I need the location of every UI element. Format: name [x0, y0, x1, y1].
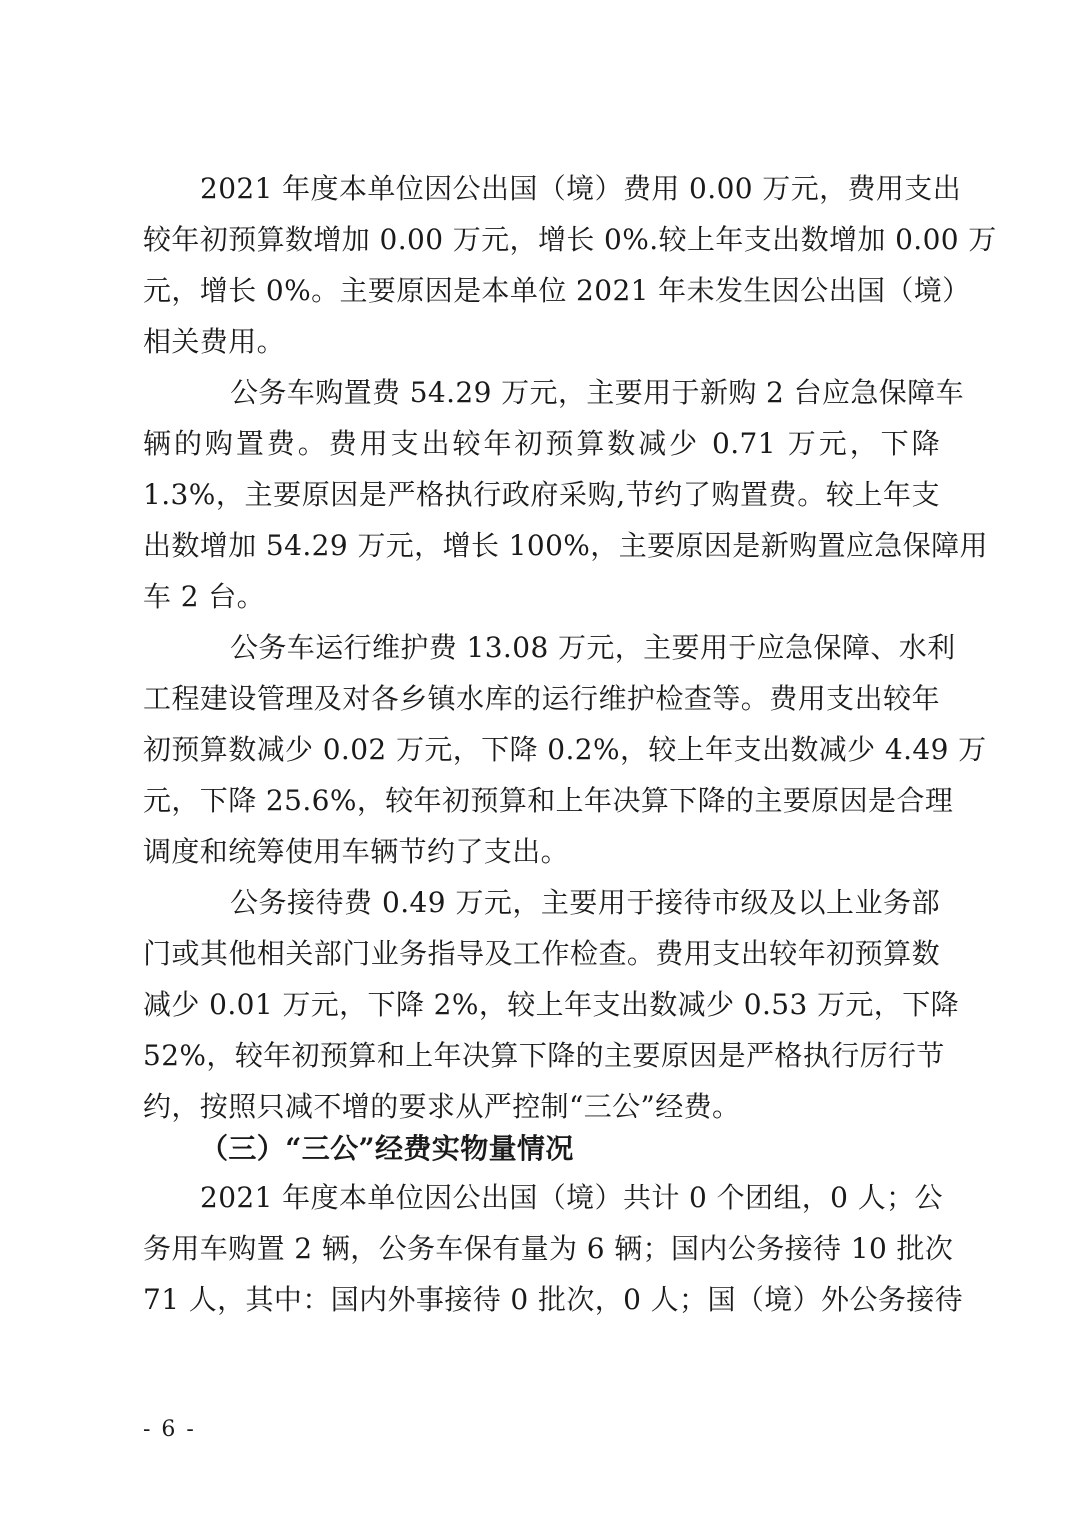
page-number: - 6 - [143, 1417, 196, 1442]
text-line: 2021 年度本单位因公出国（境）费用 0.00 万元，费用支出 [200, 172, 962, 205]
text-line: 调度和统筹使用车辆节约了支出。 [143, 835, 570, 868]
section-heading: （三）“三公”经费实物量情况 [200, 1132, 574, 1165]
text-line: 车 2 台。 [143, 580, 266, 613]
text-line: 2021 年度本单位因公出国（境）共计 0 个团组，0 人；公 [200, 1181, 943, 1214]
text-line: 门或其他相关部门业务指导及工作检查。费用支出较年初预算数 [143, 937, 940, 970]
text-line: 初预算数减少 0.02 万元，下降 0.2%，较上年支出数减少 4.49 万 [143, 733, 987, 766]
text-line: 元，增长 0%。主要原因是本单位 2021 年未发生因公出国（境） [143, 274, 971, 307]
text-line: 减少 0.01 万元，下降 2%，较上年支出数减少 0.53 万元，下降 [143, 988, 960, 1021]
text-line: 出数增加 54.29 万元，增长 100%，主要原因是新购置应急保障用 [143, 529, 988, 562]
text-line: 辆的购置费。费用支出较年初预算数减少 0.71 万元，下降 [143, 427, 940, 460]
text-line: 71 人，其中：国内外事接待 0 批次，0 人；国（境）外公务接待 [143, 1283, 964, 1316]
text-line: 公务接待费 0.49 万元，主要用于接待市级及以上业务部 [230, 886, 940, 919]
text-line: 工程建设管理及对各乡镇水库的运行维护检查等。费用支出较年 [143, 682, 940, 715]
text-line: 1.3%，主要原因是严格执行政府采购,节约了购置费。较上年支 [143, 478, 940, 511]
text-line: 相关费用。 [143, 325, 286, 358]
text-line: 约，按照只减不增的要求从严控制“三公”经费。 [143, 1090, 741, 1123]
text-line: 务用车购置 2 辆，公务车保有量为 6 辆；国内公务接待 10 批次 [143, 1232, 954, 1265]
text-line: 较年初预算数增加 0.00 万元，增长 0%.较上年支出数增加 0.00 万 [143, 223, 997, 256]
text-line: 公务车运行维护费 13.08 万元，主要用于应急保障、水利 [230, 631, 956, 664]
text-line: 52%，较年初预算和上年决算下降的主要原因是严格执行厉行节 [143, 1039, 945, 1072]
text-line: 元，下降 25.6%，较年初预算和上年决算下降的主要原因是合理 [143, 784, 954, 817]
text-line: 公务车购置费 54.29 万元，主要用于新购 2 台应急保障车 [230, 376, 964, 409]
